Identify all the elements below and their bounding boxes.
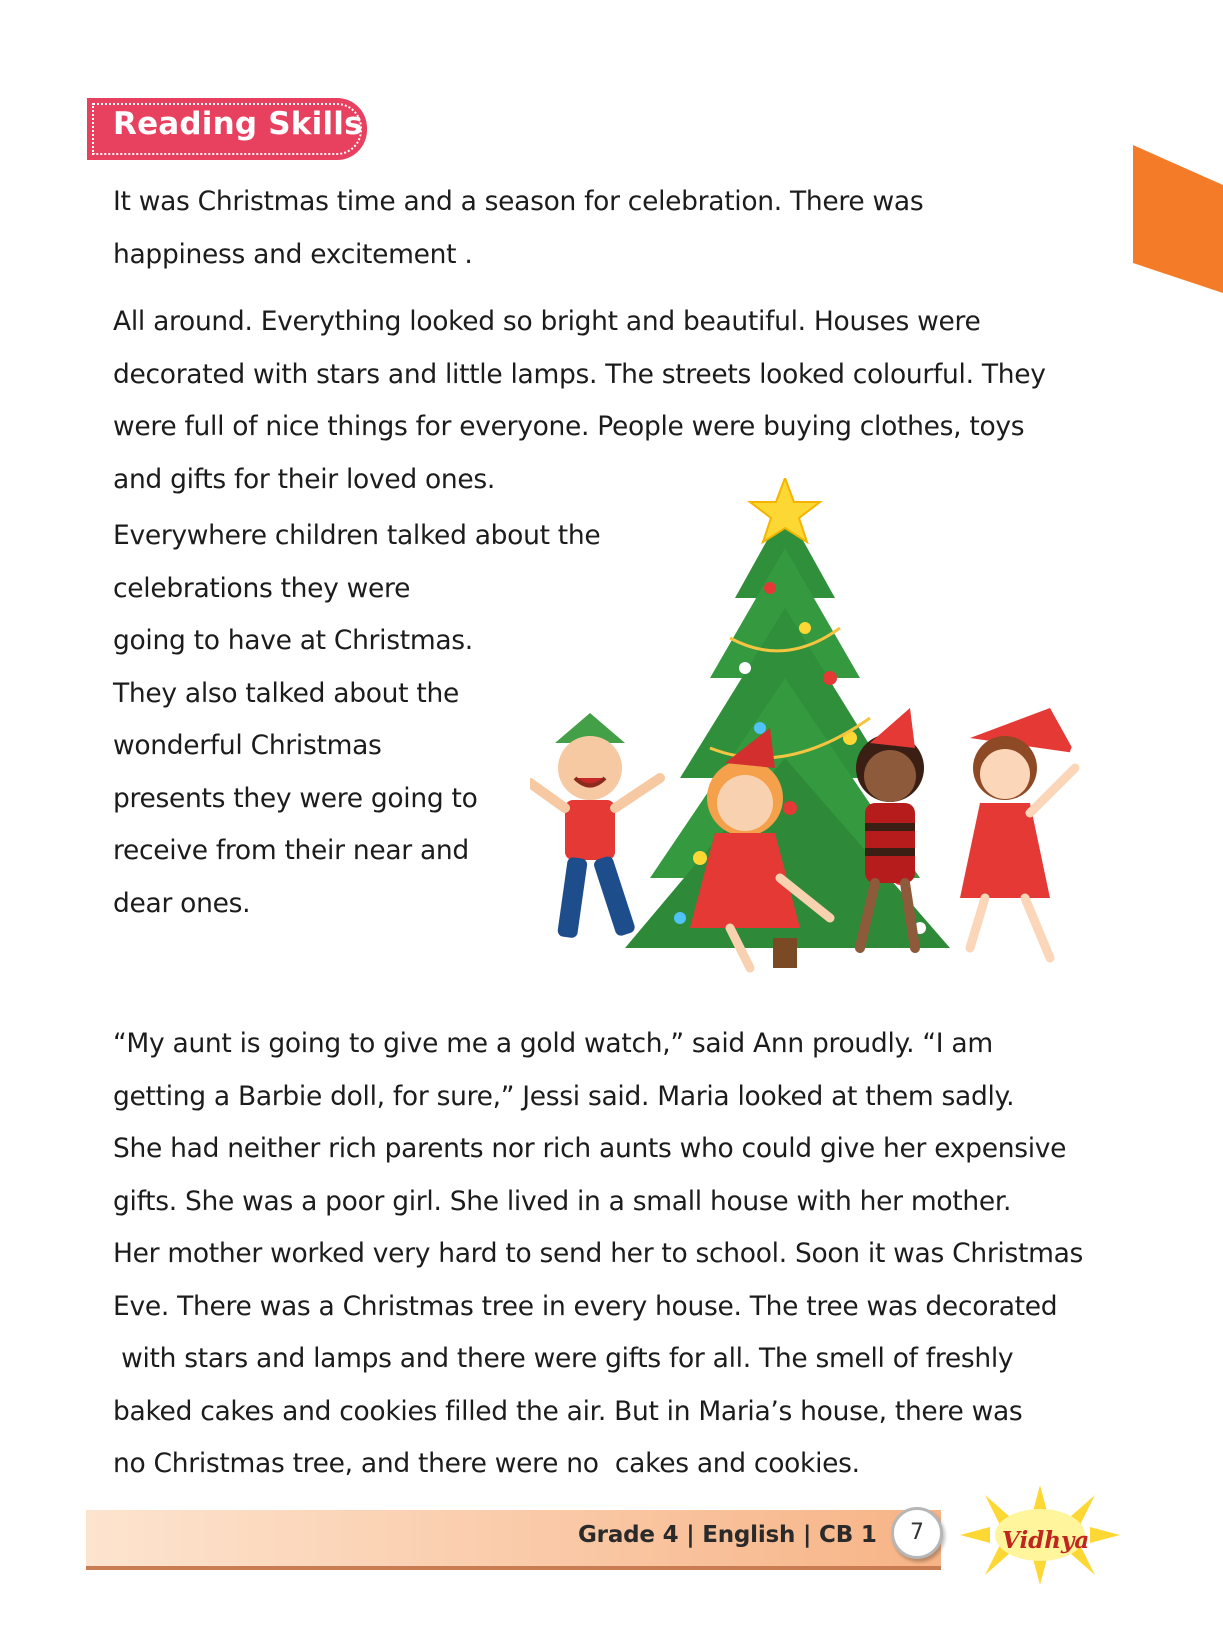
text-line: It was Christmas time and a season for celebration. There was (113, 186, 924, 217)
page-number-badge (891, 1507, 943, 1559)
section-heading-badge (87, 98, 367, 160)
text-line: Eve. There was a Christmas tree in every house. The tree was decorated (113, 1290, 1058, 1322)
page-number: 7 (910, 1520, 924, 1545)
text-line: Everywhere children talked about the (113, 520, 601, 551)
text-line: She had neither rich parents nor rich aunts who could give her expensive (113, 1133, 1067, 1164)
text-line: with stars and lamps and there were gifts for all. The smell of freshly (113, 1343, 1014, 1374)
text-line: happiness and excitement . (113, 238, 473, 270)
text-line: celebrations they were (113, 572, 411, 604)
text-line: no Christmas tree, and there were no cakes and cookies. (113, 1448, 860, 1479)
text-line: presents they were going to (113, 782, 478, 814)
text-line: wonderful Christmas (113, 730, 382, 761)
paragraph-2 (113, 296, 1046, 506)
text-line: “My aunt is going to give me a gold watch,” said Ann proudly. “I am (113, 1028, 993, 1059)
child-girl-right-figure (960, 708, 1090, 958)
footer-grade-subject: Grade 4 | English | CB 1 (578, 1522, 877, 1548)
child-boy-figure (530, 713, 660, 939)
text-line: gifts. She was a poor girl. She lived in a small house with her mother. (113, 1185, 1012, 1217)
paragraph-3 (113, 510, 600, 930)
text-line: getting a Barbie doll, for sure,” Jessi said. Maria looked at them sadly. (113, 1080, 1015, 1112)
paragraph-4 (113, 1018, 1083, 1491)
text-line: decorated with stars and little lamps. The streets looked colourful. They (113, 358, 1046, 390)
corner-tab-shape (1133, 145, 1223, 295)
text-line: baked cakes and cookies filled the air. But in Maria’s house, there was (113, 1395, 1023, 1427)
footer-divider (86, 1566, 941, 1570)
text-line: dear ones. (113, 887, 251, 919)
paragraph-1 (113, 176, 923, 281)
text-line: All around. Everything looked so bright and beautiful. Houses were (113, 306, 981, 337)
section-heading: Reading Skills (113, 106, 363, 142)
text-line: Her mother worked very hard to send her to school. Soon it was Christmas (113, 1238, 1084, 1269)
text-line: were full of nice things for everyone. People were buying clothes, toys (113, 411, 1025, 442)
text-line: and gifts for their loved ones. (113, 463, 496, 495)
text-line: receive from their near and (113, 835, 469, 866)
text-line: going to have at Christmas. (113, 625, 473, 656)
logo-text: Vidhya (1002, 1527, 1090, 1554)
text-line: They also talked about the (113, 677, 459, 709)
christmas-tree-children-illustration (530, 478, 1120, 1010)
